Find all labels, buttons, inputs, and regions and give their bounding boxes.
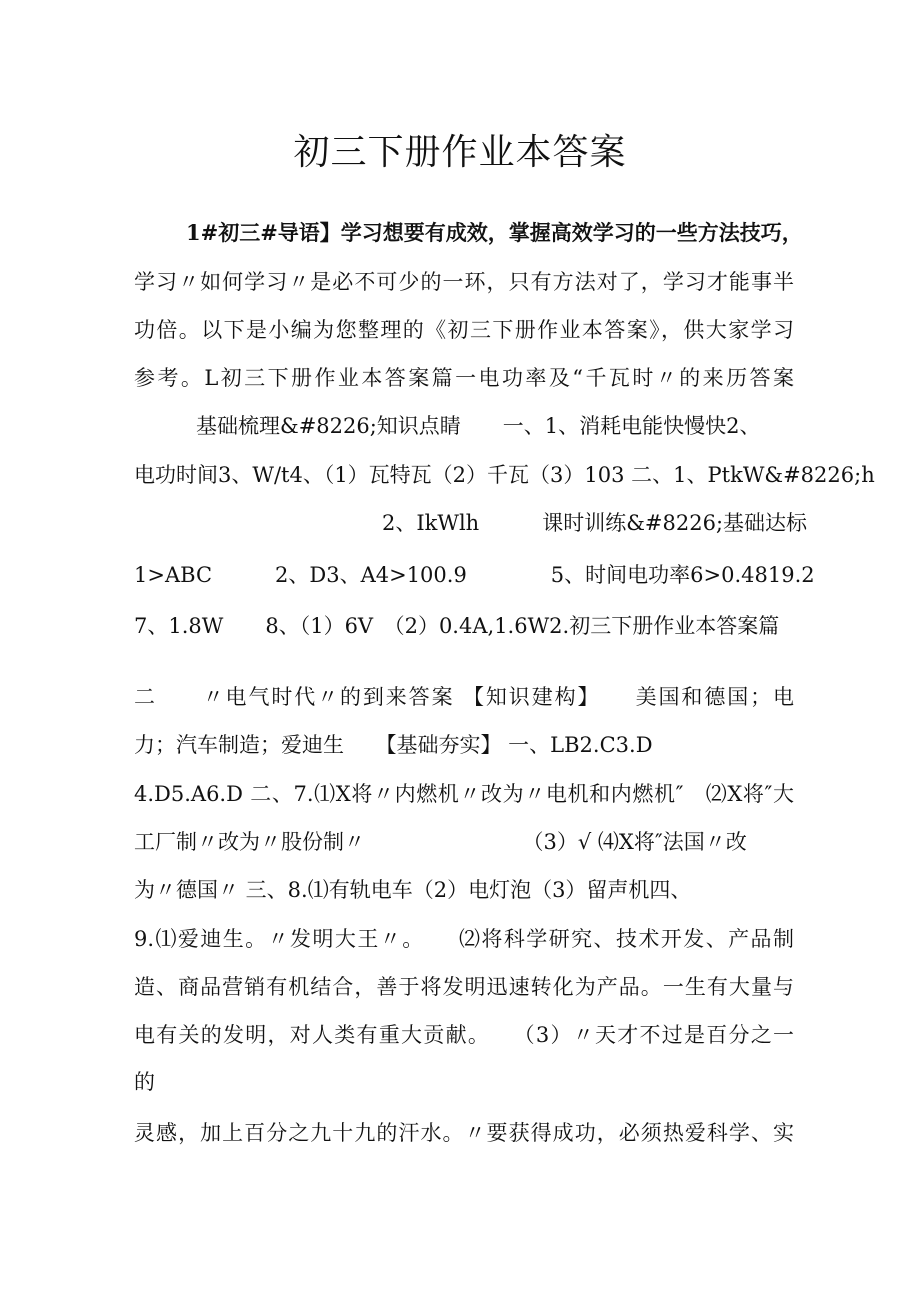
paragraph-line: 工厂制〃改为〃股份制〃 （3）√ ⑷X将″法国〃改 (134, 830, 747, 854)
paragraph-line: 基础梳理&#8226;知识点睛 一、1、消耗电能快慢快2、 (196, 414, 761, 438)
paragraph-line: 为〃德国〃 三、8.⑴有轨电车（2）电灯泡（3）留声机四、 (134, 878, 692, 902)
paragraph-line: 灵感，加上百分之九十九的汗水。〃要获得成功，必须热爱科学、实 (134, 1121, 794, 1145)
paragraph-line (186, 218, 803, 248)
paragraph-line: 1>ABC 2、D3、A4>100.9 5、时间电功率6>0.4819.2 (134, 563, 815, 587)
intro-lead-text: 1#初三#导语】学习想要有成效，掌握高效学习的一些方法技巧， (186, 220, 803, 245)
paragraph-line: 9.⑴爱迪生。〃发明大王〃。 ⑵将科学研究、技术开发、产品制 (134, 927, 794, 951)
paragraph-line: 二 〃电气时代〃的到来答案 【知识建构】 美国和德国；电 (134, 685, 794, 709)
paragraph-line: 功倍。以下是小编为您整理的《初三下册作业本答案》，供大家学习 (134, 318, 794, 342)
paragraph-line: 2、IkWlh 课时训练&#8226;基础达标 (382, 511, 808, 535)
paragraph-line: 参考。L初三下册作业本答案篇一电功率及“千瓦时〃的来历答案 (134, 366, 794, 390)
paragraph-line: 造、商品营销有机结合，善于将发明迅速转化为产品。一生有大量与 (134, 975, 794, 999)
paragraph-line: 7、1.8W 8、（1）6V （2）0.4A,1.6W2.初三下册作业本答案篇 (134, 614, 780, 638)
document-title: 初三下册作业本答案 (293, 132, 627, 173)
paragraph-line: 力；汽车制造；爱迪生 【基础夯实】 一、LB2.C3.D (134, 733, 653, 757)
paragraph-line: 学习〃如何学习〃是必不可少的一环，只有方法对了，学习才能事半 (134, 270, 794, 294)
paragraph-line: 4.D5.A6.D 二、7.⑴X将〃内燃机〃改为〃电机和内燃机″ ⑵X将″大 (134, 782, 794, 806)
paragraph-line: 电功时间3、W/t4、（1）瓦特瓦（2）千瓦（3）103 二、1、PtkW&#8226;h (134, 463, 875, 487)
paragraph-line: 电有关的发明，对人类有重大贡献。 （3）〃天才不过是百分之一 (134, 1023, 794, 1047)
paragraph-line: 的 (134, 1070, 155, 1094)
